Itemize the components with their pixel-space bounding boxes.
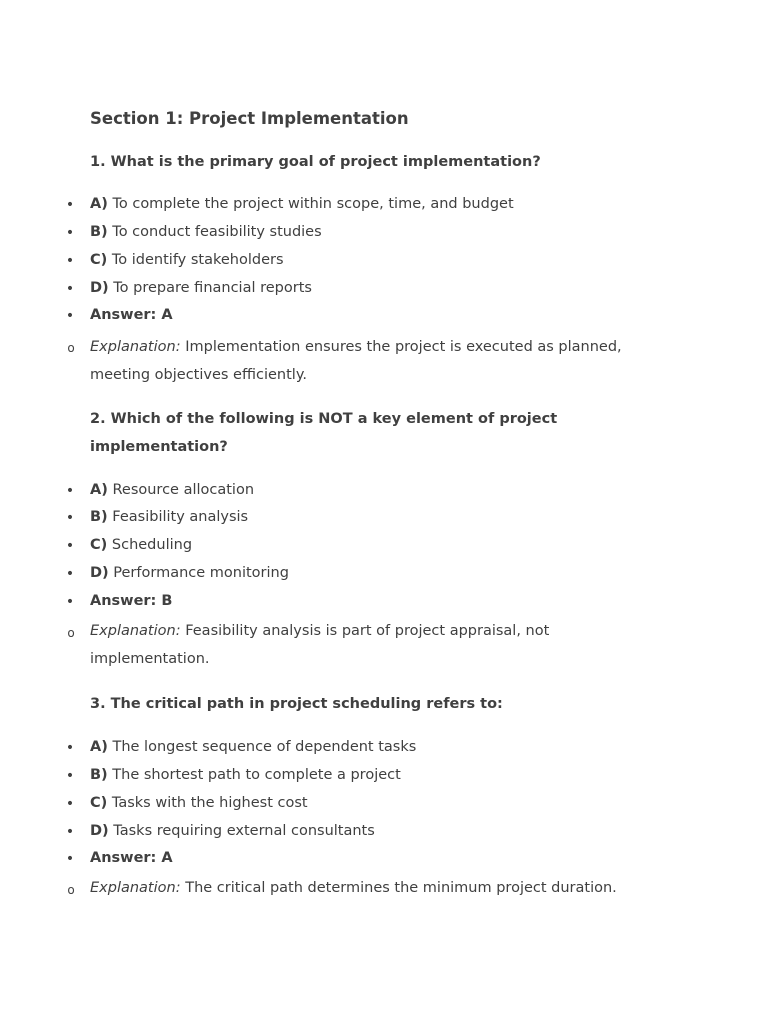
question-2-explanation: Explanation: Feasibility analysis is part of project appraisal, not implementation. (90, 623, 550, 667)
question-2-option-b: B) Feasibility analysis (90, 509, 249, 525)
bullet-icon: • (65, 740, 75, 756)
bullet-icon: • (65, 538, 75, 554)
bullet-icon: • (65, 851, 75, 867)
question-1-option-b: B) To conduct feasibility studies (90, 224, 322, 240)
question-2-option-c: C) Scheduling (90, 537, 193, 553)
question-3-option-b: B) The shortest path to complete a project (90, 767, 401, 783)
bullet-icon: • (65, 483, 75, 499)
bullet-icon: • (65, 566, 75, 582)
question-3-option-d: D) Tasks requiring external consultants (90, 823, 375, 839)
question-1-option-a: A) To complete the project within scope, time, and budget (90, 196, 514, 212)
bullet-icon: • (65, 253, 75, 269)
question-1-option-d: D) To prepare financial reports (90, 280, 312, 296)
bullet-icon: • (65, 308, 75, 324)
bullet-icon: • (65, 594, 75, 610)
question-3-option-c: C) Tasks with the highest cost (90, 795, 308, 811)
question-1-option-c: C) To identify stakeholders (90, 252, 284, 268)
question-1-answer: Answer: A (90, 307, 173, 323)
bullet-icon: • (65, 768, 75, 784)
question-3-text: 3. The critical path in project scheduling refers to: (90, 696, 503, 712)
question-3-answer: Answer: A (90, 850, 173, 866)
sub-bullet-icon: o (67, 626, 75, 640)
question-2-option-a: A) Resource allocation (90, 482, 255, 498)
bullet-icon: • (65, 824, 75, 840)
bullet-icon: • (65, 197, 75, 213)
question-1-explanation: Explanation: Implementation ensures the project is executed as planned, meeting objectives efficiently. (90, 339, 622, 383)
question-3-option-a: A) The longest sequence of dependent tasks (90, 739, 417, 755)
section-title: Section 1: Project Implementation (90, 109, 409, 128)
question-2-answer: Answer: B (90, 593, 173, 609)
bullet-icon: • (65, 225, 75, 241)
question-2-option-d: D) Performance monitoring (90, 565, 289, 581)
question-1-text: 1. What is the primary goal of project implementation? (90, 154, 541, 170)
bullet-icon: • (65, 796, 75, 812)
sub-bullet-icon: o (67, 341, 75, 355)
question-2-text: 2. Which of the following is NOT a key element of project implementation? (90, 411, 558, 455)
sub-bullet-icon: o (67, 883, 75, 897)
bullet-icon: • (65, 281, 75, 297)
bullet-icon: • (65, 510, 75, 526)
question-3-explanation: Explanation: The critical path determines the minimum project duration. (90, 880, 617, 896)
